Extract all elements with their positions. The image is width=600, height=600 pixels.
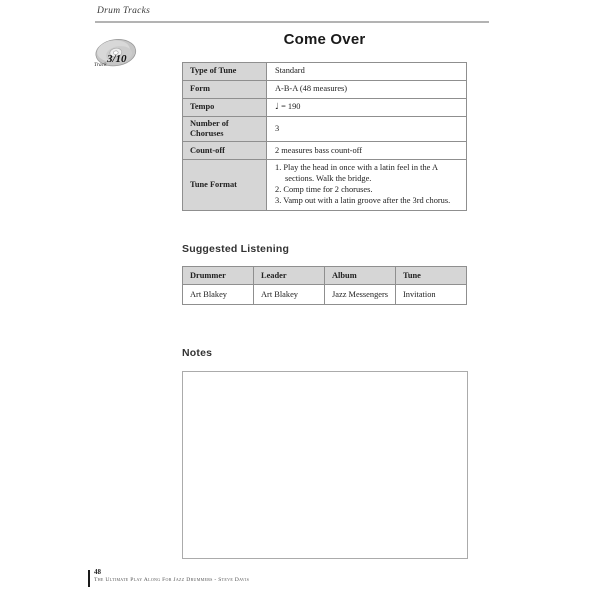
table-row xyxy=(183,142,467,160)
info-value: 3 xyxy=(267,117,467,142)
column-header: Leader xyxy=(254,267,325,285)
track-badge xyxy=(93,37,143,79)
table-row xyxy=(183,81,467,99)
track-label: Track xyxy=(94,62,107,68)
table-row xyxy=(183,285,467,305)
suggested-listening-table xyxy=(182,266,467,305)
table-row xyxy=(183,99,467,117)
quarter-note-icon: ♩ xyxy=(275,102,280,113)
running-header: Drum Tracks xyxy=(97,6,151,16)
tune-format-step: 3. Vamp out with a latin groove after the 3rd chorus. xyxy=(275,195,451,205)
page-number: 48 xyxy=(94,568,101,576)
info-label: Tune Format xyxy=(183,160,267,211)
column-header: Album xyxy=(325,267,396,285)
track-number: 3/10 xyxy=(107,53,127,65)
tune-format-step: 2. Comp time for 2 choruses. xyxy=(275,185,373,194)
info-label: Number of Choruses xyxy=(183,117,267,142)
info-value xyxy=(267,160,467,211)
footer-divider xyxy=(88,570,90,587)
notes-heading: Notes xyxy=(182,347,213,359)
info-label: Form xyxy=(183,81,267,99)
info-label: Type of Tune xyxy=(183,63,267,81)
column-header: Tune xyxy=(396,267,467,285)
table-header-row xyxy=(183,267,467,285)
info-label: Count-off xyxy=(183,142,267,160)
table-row xyxy=(183,63,467,81)
info-value: Standard xyxy=(267,63,467,81)
table-row xyxy=(183,160,467,211)
tune-cell: Invitation xyxy=(396,285,467,305)
page-title: Come Over xyxy=(283,31,366,48)
notes-box xyxy=(182,371,468,559)
drummer-cell: Art Blakey xyxy=(183,285,254,305)
tempo-value: = 190 xyxy=(281,102,301,112)
page-footer xyxy=(88,568,488,590)
info-value: A-B-A (48 measures) xyxy=(267,81,467,99)
suggested-listening-heading: Suggested Listening xyxy=(182,243,290,255)
header-divider xyxy=(95,21,489,23)
album-cell: Jazz Messengers xyxy=(325,285,396,305)
leader-cell: Art Blakey xyxy=(254,285,325,305)
info-value: 2 measures bass count-off xyxy=(267,142,467,160)
info-label: Tempo xyxy=(183,99,267,117)
column-header: Drummer xyxy=(183,267,254,285)
tune-info-table xyxy=(182,62,467,211)
table-row xyxy=(183,117,467,142)
info-value xyxy=(267,99,467,117)
book-title: The Ultimate Play Along For Jazz Drummers - Steve Davis xyxy=(94,577,250,583)
tune-format-step: 1. Play the head in once with a latin feel in the A sections. Walk the bridge. xyxy=(275,163,438,184)
